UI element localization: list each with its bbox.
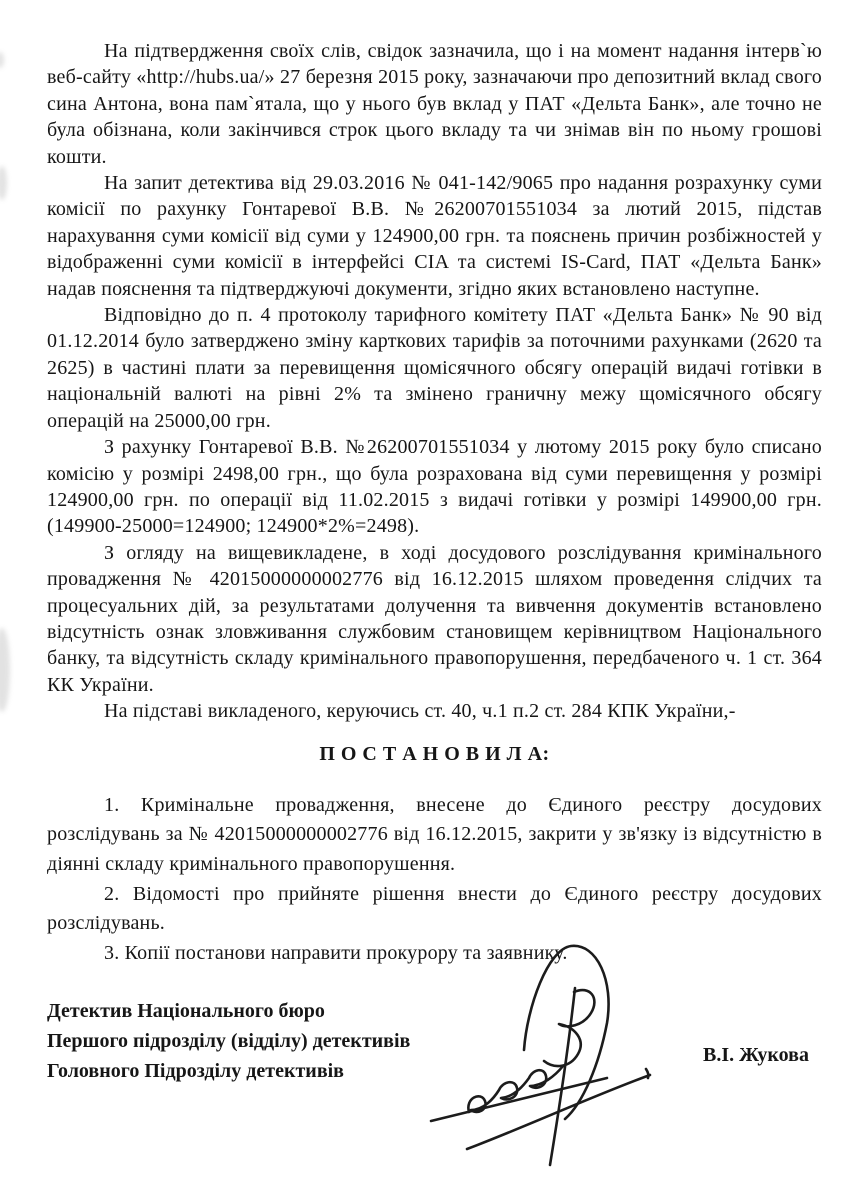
resolution-item-3: 3. Копії постанови направити прокурору та заявнику. (104, 942, 568, 965)
official-title-block (47, 996, 410, 1086)
paragraph-commission-calculation: З рахунку Гонтаревої В.В. №26200701551034 у лютому 2015 року було списано комісію у розмірі 2498,00 грн., що була розрахована від суми перевищення у розмірі 124900,00 грн. по операції від 11.02.2015 з видачі готівки у розмірі 149900,00 грн. (149900-25000=124900; 124900*2%=2498). (47, 436, 822, 538)
paragraph-legal-basis: На підставі викладеного, керуючись ст. 40, ч.1 п.2 ст. 284 КПК України,- (104, 700, 736, 723)
official-title-line: Головного Підрозділу детективів (47, 1060, 344, 1082)
official-title-line: Першого підрозділу (відділу) детективів (47, 1030, 411, 1052)
handwritten-signature-icon (428, 935, 656, 1170)
scan-artifact (0, 628, 10, 712)
paragraph-conclusion: З огляду на вищевикладене, в ході досудового розслідування кримінального провадження № 42015000000002776 від 16.12.2015 шляхом проведення слідчих та процесуальних дій, за результатами долучення та вивчення документів встановлено відсутність ознак зловживання службовим становищем керівництвом Національного банку, та відсутність складу кримінального правопорушення, передбаченого ч. 1 ст. 364 КК України. (47, 541, 822, 696)
document-text-column (47, 38, 822, 969)
scan-artifact (0, 52, 4, 68)
resolution-heading: П О С Т А Н О В И Л А: (319, 742, 550, 765)
resolution-item-1: 1. Кримінальне провадження, внесене до Єдиного реєстру досудових розслідувань за № 42015000000002776 від 16.12.2015, закрити у зв'язку із відсутністю в діянні складу кримінального правопорушення. (47, 793, 822, 875)
paragraph-detective-request: На запит детектива від 29.03.2016 № 041-142/9065 про надання розрахунку суми комісії по рахунку Гонтаревої В.В. №26200701551034 за лютий 2015, підстав нарахування суми комісії від суми у 124900,00 грн. та пояснень причин розбіжностей у відображенні суми комісії в інтерфейсі CIA та системі IS-Card, ПАТ «Дельта Банк» надав пояснення та підтверджуючі документи, згідно яких встановлено наступне. (47, 172, 822, 300)
paragraph-witness-statement: На підтвердження своїх слів, свідок зазначила, що і на момент надання інтерв`ю веб-сайту «http://hubs.ua/» 27 березня 2015 року, зазначаючи про депозитний вклад свого сина Антона, вона пам`ятала, що у нього був вклад у ПАТ «Дельта Банк», але точно не була обізнана, коли закінчився строк цього вкладу та чи знімав він по ньому грошові кошти. (47, 40, 822, 168)
official-title-line: Детектив Національного бюро (47, 1000, 325, 1022)
signer-name: В.І. Жукова (703, 1044, 809, 1066)
paragraph-tariff-protocol: Відповідно до п. 4 протоколу тарифного комітету ПАТ «Дельта Банк» № 90 від 01.12.2014 було затверджено зміну карткових тарифів за поточними рахунками (2620 та 2625) в частині плати за перевищення щомісячного обсягу операцій видачі готівки в національній валюті на рівні 2% та змінено граничну межу щомісячного обсягу операцій на 25000,00 грн. (47, 304, 822, 432)
scan-artifact (0, 166, 7, 200)
resolution-item-2: 2. Відомості про прийняте рішення внести до Єдиного реєстру досудових розслідувань. (47, 882, 822, 935)
resolution-items (47, 791, 822, 969)
